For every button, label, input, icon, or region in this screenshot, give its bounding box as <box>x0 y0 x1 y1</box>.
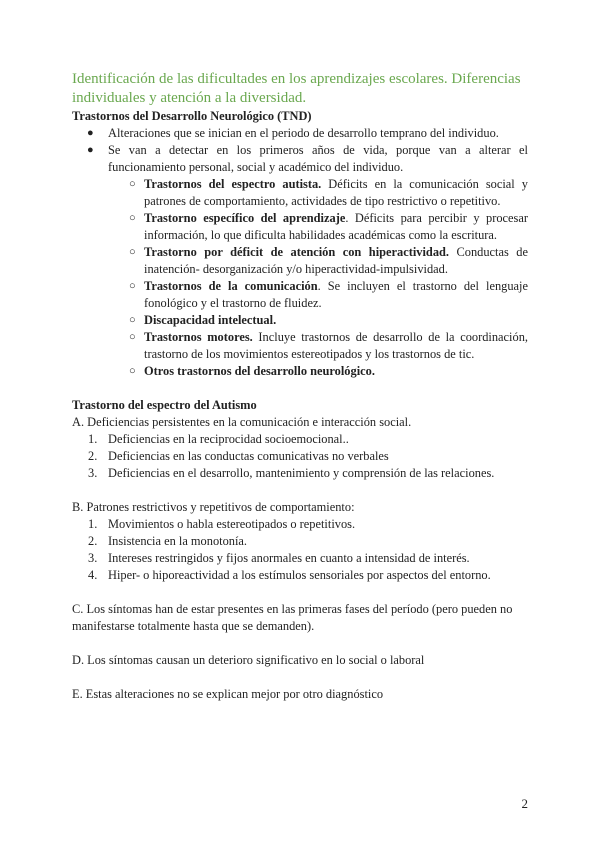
list-item: ○ Trastornos del espectro autista. Déficits en la comunicación social y patrones de comportamiento, actividades de tipo restrictivo o repetitivo. <box>129 177 528 208</box>
circle-bullet-icon: ○ <box>129 212 136 224</box>
list-item: 4. Hiper- o hiporeactividad a los estímulos sensoriales por aspectos del entorno. <box>88 568 491 582</box>
criterion-b: B. Patrones restrictivos y repetitivos de comportamiento: <box>72 500 355 514</box>
list-item: ○ Otros trastornos del desarrollo neurológico. <box>129 364 375 378</box>
list-item: ○ Trastorno por déficit de atención con hiperactividad. Conductas de inatención- desorganización y/o hiperactividad-impulsividad. <box>129 245 528 276</box>
list-item: ○ Discapacidad intelectual. <box>129 313 277 327</box>
list-item: 2. Deficiencias en las conductas comunicativas no verbales <box>88 449 389 463</box>
bullet-icon: ● <box>87 144 94 156</box>
bullet-icon: ● <box>87 127 94 139</box>
list-item: ● Se van a detectar en los primeros años de vida, porque van a alterar el funcionamiento personal, social y académico del individuo. ○ Trastornos del espectro autista. Déficits en la comunicación social y patrones de comportamiento, actividades de tipo restrictivo o repetitivo. ○ Trastorno específico del aprendizaje. Déficits para percibir y procesar información, lo que dificulta habilidades académicas como la escritura. ○ Trastorno por déficit de atención con hiperactividad. Conductas de inatención- desorganización y/o hiperactividad-impulsividad. ○ Trastornos de la comunicación. Se incluyen el trastorno del lenguaje fonológico y el trastorno de fluidez. ○ Discapacidad intelectual. ○ Trastornos motores. Incluye trastornos de desarrollo de la coordinación, trastorno de los movimientos estereotipados y los trastornos de tic. ○ Otros trastornos del desarrollo neurológico. <box>72 142 528 380</box>
tea-heading: Trastorno del espectro del Autismo <box>72 398 257 412</box>
list-item: ○ Trastornos de la comunicación. Se incluyen el trastorno del lenguaje fonológico y el trastorno de fluidez. <box>129 279 528 310</box>
page-title: Identificación de las dificultades en los aprendizajes escolares. Diferencias individuales y atención a la diversidad. <box>72 71 521 106</box>
document-page <box>72 70 528 703</box>
criterion-b-list <box>72 516 528 584</box>
list-item: 1. Movimientos o habla estereotipados o repetitivos. <box>88 517 356 531</box>
list-item: 3. Deficiencias en el desarrollo, mantenimiento y comprensión de las relaciones. <box>88 466 495 480</box>
circle-bullet-icon: ○ <box>129 178 136 190</box>
page-number: 2 <box>521 796 528 811</box>
tnd-bullet-list <box>72 125 528 380</box>
criterion-d: D. Los síntomas causan un deterioro significativo en lo social o laboral <box>72 653 425 667</box>
circle-bullet-icon: ○ <box>129 280 136 292</box>
list-item: ○ Trastornos motores. Incluye trastornos de desarrollo de la coordinación, trastorno de los movimientos estereotipados y los trastornos de tic. <box>129 330 528 361</box>
list-item: 2. Insistencia en la monotonía. <box>88 534 248 548</box>
tnd-heading: Trastornos del Desarrollo Neurológico (TND) <box>72 109 312 123</box>
circle-bullet-icon: ○ <box>129 246 136 258</box>
tnd-subitem-list <box>108 176 528 380</box>
list-item: 3. Intereses restringidos y fijos anormales en cuanto a intensidad de interés. <box>88 551 470 565</box>
list-item: 1. Deficiencias en la reciprocidad socioemocional.. <box>88 432 349 446</box>
criterion-a: A. Deficiencias persistentes en la comunicación e interacción social. <box>72 415 412 429</box>
criterion-a-list <box>72 431 528 482</box>
circle-bullet-icon: ○ <box>129 365 136 377</box>
criterion-c: C. Los síntomas han de estar presentes en las primeras fases del período (pero pueden no manifestarse totalmente hasta que se demanden). <box>72 602 513 633</box>
list-item: ○ Trastorno específico del aprendizaje. Déficits para percibir y procesar información, lo que dificulta habilidades académicas como la escritura. <box>129 211 528 242</box>
criterion-e: E. Estas alteraciones no se explican mejor por otro diagnóstico <box>72 687 384 701</box>
circle-bullet-icon: ○ <box>129 331 136 343</box>
list-item: ● Alteraciones que se inician en el periodo de desarrollo temprano del individuo. <box>87 126 499 140</box>
circle-bullet-icon: ○ <box>129 314 136 326</box>
